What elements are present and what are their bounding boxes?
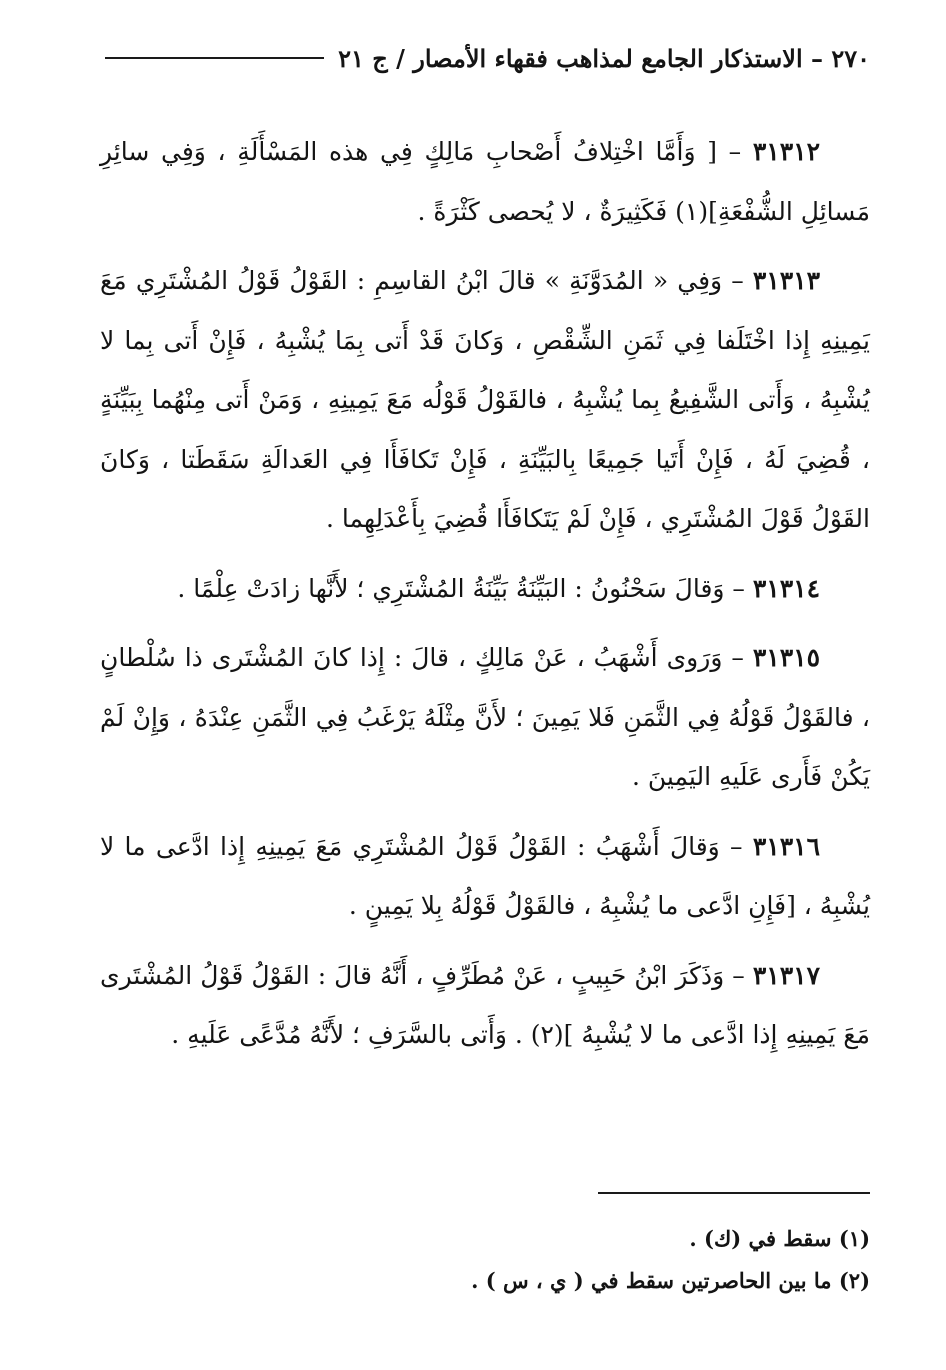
footnote-2: (٢) ما بين الحاصرتين سقط في ( ي ، س ) . [471,1268,870,1293]
paragraph-text: – [ وَأَمَّا اخْتِلافُ أَصْحابِ مَالِكٍ فِي هذه المَسْأَلَةِ ، وَفِي سائِرِ مَسائِلِ الشُّفْعَةِ](١) فَكَثِيرَةٌ ، لا يُحصى كَثْرَةً . [100,137,870,226]
paragraph-31314 [100,559,870,619]
main-text [100,122,870,1075]
paragraph-31313 [100,251,870,549]
paragraph-number: ٣١٣١٦ [752,831,820,861]
paragraph-number: ٣١٣١٢ [752,137,820,166]
paragraph-31312 [100,122,870,241]
paragraph-31317 [100,946,870,1065]
paragraph-text: – وَرَوى أَشْهَبُ ، عَنْ مَالِكٍ ، قالَ : إِذا كانَ المُشْتَرى ذا سُلْطانٍ ، فالقَوْلُ قَوْلُهُ فِي الثَّمَنِ فَلا يَمِينَ ؛ لأَنَّ مِثْلَهُ يَرْغَبُ فِي الثَّمَنِ عِنْدَهُ ، وَإِنْ لَمْ يَكُنْ فَأَرى عَلَيهِ اليَمِينَ . [100,643,870,791]
paragraph-number: ٣١٣١٥ [752,643,820,672]
footnotes [100,1218,870,1302]
footnote-1: (١) سقط في (ك) . [689,1226,870,1251]
footnote-separator [598,1192,870,1194]
paragraph-text: – وَقالَ أَشْهَبُ : القَوْلُ قَوْلُ المُشْتَرِي مَعَ يَمِينِهِ إِذا ادَّعى ما لا يُشْبِهُ ، [فَإِنِ ادَّعى ما يُشْبِهُ ، فالقَوْلُ قَوْلُهُ بِلا يَمِينٍ . [100,831,870,920]
header-rule [105,57,324,59]
running-head-text: ٢٧٠ – الاستذكار الجامع لمذاهب فقهاء الأمصار / ج ٢١ [338,43,870,73]
paragraph-text: – وَذَكَرَ ابْنُ حَبِيبٍ ، عَنْ مُطَرِّفٍ ، أَنَّهُ قالَ : القَوْلُ قَوْلُ المُشْتَرى مَعَ يَمِينِهِ إِذا ادَّعى ما لا يُشْبِهُ ](٢) . وَأَتى بالسَّرَفِ ؛ لأَنَّهُ مُدَّعًى عَلَيهِ . [100,960,870,1049]
running-head [105,38,870,78]
paragraph-number: ٣١٣١٤ [752,573,820,603]
paragraph-31315 [100,628,870,807]
paragraph-text: – وَقالَ سَحْنُونُ : البَيِّنَةُ بَيِّنَةُ المُشْتَرِي ؛ لأَنَّها زادَتْ عِلْمًا . [177,573,753,603]
paragraph-31316 [100,817,870,936]
paragraph-number: ٣١٣١٧ [752,960,820,990]
paragraph-text: – وَفِي « المُدَوَّنَةِ » قالَ ابْنُ القاسِمِ : القَوْلُ قَوْلُ المُشْتَرِي مَعَ يَمِينِهِ إِذا اخْتَلَفا فِي ثَمَنِ الشِّقْصِ ، وَكانَ قَدْ أَتى بِمَا يُشْبِهُ ، فَإِنْ أَتى بِما لا يُشْبِهُ ، وَأَتى الشَّفِيعُ بِما يُشْبِهُ ، فالقَوْلُ قَوْلُه مَعَ يَمِينِهِ ، وَمَنْ أَتى مِنْهُما بِبَيِّنَةٍ ، قُضِيَ لَهُ ، فَإِنْ أَتَيا جَمِيعًا بِالبَيِّنَةِ ، فَإِنْ تَكافَأَا فِي العَدالَةِ سَقَطَتا ، وَكانَ القَوْلُ قَوْلَ المُشْتَرِي ، فَإِنْ لَمْ يَتَكافَأَا قُضِيَ بِأَعْدَلِهِما . [100,266,870,533]
paragraph-number: ٣١٣١٣ [752,266,820,295]
